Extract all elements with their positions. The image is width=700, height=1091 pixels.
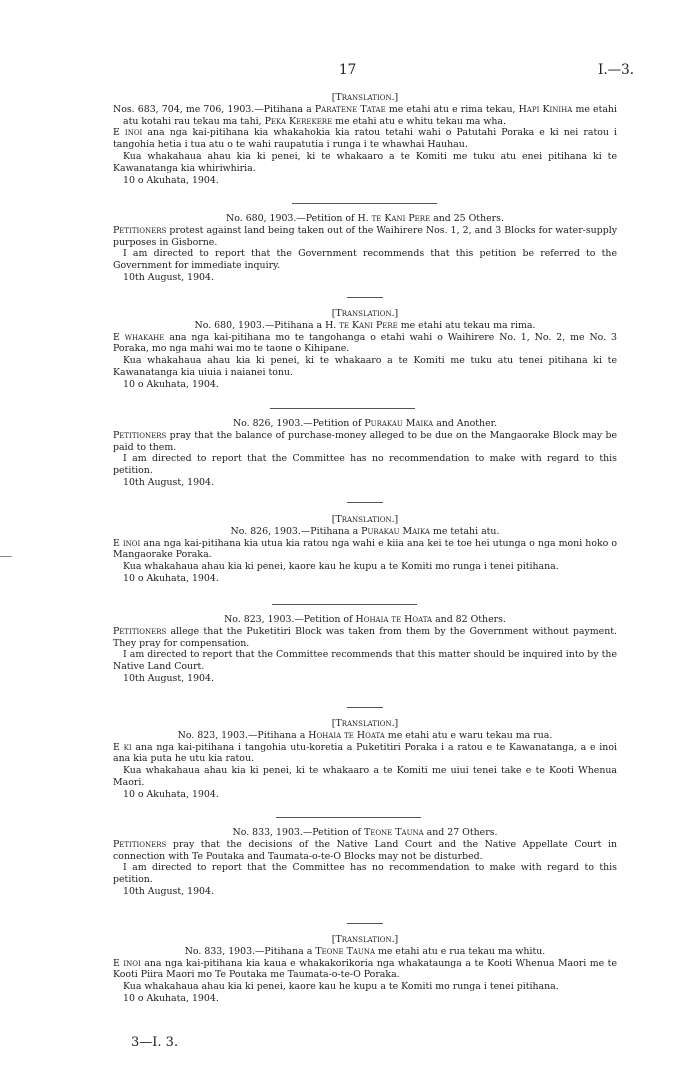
report-date: 10th August, 1904.	[123, 476, 214, 488]
petition-prayer: Petitioners protest against land being taken out of the Waihirere Nos. 1, 2, and 3 Blocks for water-supply purposes in Gisborne.	[113, 224, 617, 248]
committee-report: Kua whakahaua ahau kia ki penei, kaore kau he kupu a te Komiti mo runga i tenei pitihana.	[123, 561, 559, 573]
committee-report: Kua whakahaua ahau kia ki penei, ki te whakaaro a te Komiti me tuku atu tenei pitihana ki te Kawanatanga kia uiuia i naianei tonu.	[113, 355, 617, 378]
section-divider	[292, 203, 437, 204]
petition-prayer: E inoi ana nga kai-pitihana kia utua kia ratou nga wahi e kiia ana kei te toe hei utunga o nga moni hoko o Mangaorake Poraka.	[113, 537, 617, 561]
petition-block-833-translation	[113, 934, 617, 1005]
translation-label: [Translation.]	[331, 934, 399, 945]
committee-report: I am directed to report that the Committee has no recommendation to make with regard to this petition.	[113, 453, 617, 477]
petition-heading: No. 823, 1903.—Pitihana a Hohaia te Hoata me etahi atu e waru tekau ma rua.	[177, 729, 553, 741]
petition-prayer: Petitioners pray that the decisions of the Native Land Court and the Native Appellate Court in connection with Te Poutaka and Taumata-o-te-O Blocks may not be disturbed.	[113, 838, 617, 862]
committee-report: I am directed to report that the Government recommends that this petition be referred to the Government for immediate inquiry.	[113, 248, 617, 272]
petition-heading: No. 833, 1903.—Petition of Teone Tauna and 27 Others.	[232, 827, 498, 838]
petition-block-823	[113, 614, 617, 685]
petition-prayer: E inoi ana nga kai-pitihana kia whakahokia kia ratou tetahi wahi o Patutahi Poraka e ki nei ratou i tangohia hetia i tua atu o te wahi raupatutia i runga i te whawhai Hauhau.	[113, 127, 617, 151]
committee-report: I am directed to report that the Committee has no recommendation to make with regard to this petition.	[113, 862, 617, 886]
petition-block-683-translation	[113, 92, 617, 186]
report-date: 10 o Akuhata, 1904.	[123, 992, 219, 1004]
margin-mark	[0, 556, 12, 557]
section-divider	[272, 604, 417, 605]
translation-label: [Translation.]	[331, 514, 399, 525]
signature-marker: 3—I. 3.	[131, 1035, 179, 1050]
petition-heading: No. 680, 1903.—Pitihana a H. te Kani Pere me etahi atu tekau ma rima.	[194, 319, 536, 331]
section-divider	[270, 408, 415, 409]
translation-label: [Translation.]	[331, 718, 399, 729]
petition-heading: No. 833, 1903.—Pitihana a Teone Tauna me etahi atu e rua tekau ma whitu.	[184, 945, 546, 957]
petition-heading: No. 826, 1903.—Petition of Purakau Maika and Another.	[232, 418, 498, 429]
petition-block-680-translation	[113, 308, 617, 391]
petition-block-833	[113, 827, 617, 898]
petition-prayer: E whakahe ana nga kai-pitihana mo te tangohanga o etahi wahi o Waihirere No. 1, No. 2, me No. 3 Poraka, mo nga mahi wai mo te taone o Kihipane.	[113, 331, 617, 355]
short-divider	[347, 502, 383, 503]
short-divider	[347, 923, 383, 924]
petition-block-680	[113, 213, 617, 284]
committee-report: Kua whakahaua ahau kia ki penei, ki te whakaaro a te Komiti me uiui tenei take e te Kooti Whenua Maori.	[113, 765, 617, 788]
report-date: 10th August, 1904.	[123, 271, 214, 283]
petition-prayer: Petitioners pray that the balance of purchase-money alleged to be due on the Mangaorake Block may be paid to them.	[113, 429, 617, 453]
petition-heading: No. 823, 1903.—Petition of Hohaia te Hoata and 82 Others.	[224, 614, 506, 625]
report-date: 10th August, 1904.	[123, 885, 214, 897]
petition-prayer: E inoi ana nga kai-pitihana kia kaua e whakakorikoria nga whakataunga a te Kooti Whenua Maori me te Kooti Piira Maori mo Te Poutaka me Taumata-o-te-O Poraka.	[113, 957, 617, 981]
report-date: 10 o Akuhata, 1904.	[123, 378, 219, 390]
translation-label: [Translation.]	[331, 308, 399, 319]
committee-report: Kua whakahaua ahau kia ki penei, kaore kau he kupu a te Komiti mo runga i tenei pitihana.	[123, 981, 559, 993]
translation-label: [Translation.]	[331, 92, 399, 103]
petition-heading: Nos. 683, 704, me 706, 1903.—Pitihana a Paratene Tatae me etahi atu e rima tekau, Hapi Kiniha me etahi atu kotahi rau tekau ma tahi, Peka Kerekere me etahi atu e whitu tekau ma wha.	[113, 103, 617, 127]
committee-report: I am directed to report that the Committee recommends that this matter should be inquired into by the Native Land Court.	[113, 649, 617, 673]
short-divider	[347, 707, 383, 708]
petition-block-826	[113, 418, 617, 489]
petition-heading: No. 680, 1903.—Petition of H. te Kani Pere and 25 Others.	[226, 213, 504, 224]
committee-report: Kua whakahaua ahau kia ki penei, ki te whakaaro a te Komiti me tuku atu enei pitihana ki te Kawanatanga kia whiriwhiria.	[113, 150, 617, 174]
short-divider	[347, 297, 383, 298]
report-date: 10th August, 1904.	[123, 672, 214, 684]
petition-heading: No. 826, 1903.—Pitihana a Purakau Maika me tetahi atu.	[230, 525, 500, 537]
report-date: 10 o Akuhata, 1904.	[123, 788, 219, 800]
petition-block-826-translation	[113, 514, 617, 585]
report-date: 10 o Akuhata, 1904.	[123, 174, 219, 186]
petition-prayer: Petitioners allege that the Puketitiri Block was taken from them by the Government without payment. They pray for compensation.	[113, 625, 617, 649]
petition-block-823-translation	[113, 718, 617, 801]
report-date: 10 o Akuhata, 1904.	[123, 572, 219, 584]
page-number: 17	[339, 62, 357, 78]
paper-reference: I.—3.	[598, 62, 635, 78]
section-divider	[276, 817, 421, 818]
petition-prayer: E ki ana nga kai-pitihana i tangohia utu-koretia a Puketitiri Poraka i a ratou e te Kawanatanga, a e inoi ana kia puta he utu kia ratou.	[113, 741, 617, 765]
